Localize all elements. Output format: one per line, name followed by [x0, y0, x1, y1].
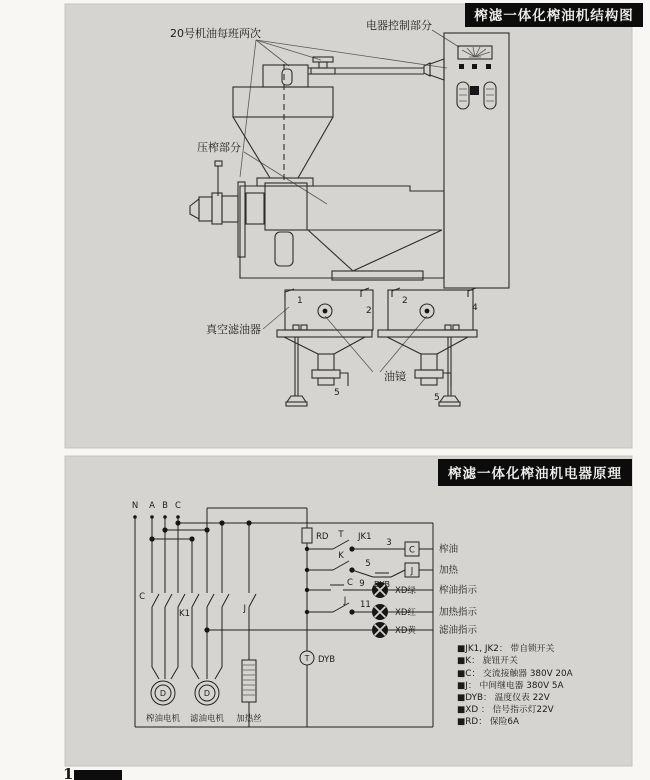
svg-text:D: D	[203, 689, 211, 698]
part-number: 5	[434, 393, 440, 403]
part-number: 4	[472, 303, 478, 313]
panel-switch-icon	[470, 86, 479, 95]
legend-item: ■J： 中间继电器 380V 5A	[457, 681, 564, 691]
row3-contact-label: C	[347, 578, 353, 588]
legend-item: ■JK1, JK2： 带自锁开关	[457, 644, 555, 654]
part-number: 2	[366, 306, 372, 316]
part-number: 5	[334, 388, 340, 398]
electric-control-label: 电器控制部分	[366, 19, 432, 32]
fuse-label: RD	[316, 532, 329, 542]
part-number: 1	[297, 296, 303, 306]
row5-label: 滤油指示	[439, 625, 478, 636]
temp-sensor-letter: T	[304, 654, 310, 663]
row5-lamp-label: XD黄	[395, 626, 416, 636]
legend-item: ■C： 交流接触器 380V 20A	[457, 669, 573, 679]
lamp-yellow-icon	[372, 622, 388, 638]
row2-meter-label: DYB	[373, 580, 391, 589]
row3-wire-no: 9	[359, 579, 365, 589]
row2-label: 加热	[439, 565, 459, 576]
part-number: 2	[402, 296, 408, 306]
legend-item: ■DYB： 温度仪表 22V	[457, 693, 550, 703]
press-section-label: 压榨部分	[197, 141, 241, 154]
page-number: 1	[63, 765, 74, 780]
filter-contactor-label: K1	[179, 609, 190, 619]
indicator-lamp-icon	[486, 64, 491, 69]
row2-switch-label: K	[338, 551, 344, 561]
row1-switch-label: T	[338, 530, 344, 540]
oil-note-label: 20号机油每班两次	[170, 27, 261, 40]
phase-label-b: B	[162, 501, 168, 511]
heater-relay-label: J	[243, 604, 246, 614]
circuit-title: 榨滤一体化榨油机电器原理	[448, 466, 622, 482]
phase-label-n: N	[131, 501, 139, 511]
legend-item: ■RD： 保险6A	[457, 717, 519, 727]
main-contactor-label: C	[139, 592, 145, 602]
filter-motor-label: 滤油电机	[189, 714, 225, 724]
footer-bar	[74, 770, 122, 780]
row4-lamp-label: XD红	[395, 608, 416, 618]
indicator-lamp-icon	[459, 64, 464, 69]
row2-wire-no: 5	[365, 559, 371, 569]
svg-text:D: D	[159, 689, 167, 698]
row1-component: JK1	[358, 532, 372, 542]
row3-lamp-label: XD绿	[395, 586, 416, 596]
vacuum-filter-label: 真空滤油器	[206, 323, 261, 336]
legend-item: ■K： 旋钮开关	[457, 656, 518, 666]
press-motor-label: 榨油电机	[145, 714, 181, 724]
oil-sight-label: 油镜	[384, 370, 406, 383]
row4-contact-label: J	[343, 596, 347, 606]
structure-title: 榨滤一体化榨油机结构图	[474, 8, 634, 24]
signal-lamps	[372, 580, 391, 638]
row2-coil-letter: J	[410, 566, 414, 577]
filter-motor-symbol	[195, 681, 219, 705]
lamp-red-icon	[372, 604, 388, 620]
row1-label: 榨油	[439, 544, 459, 555]
row3-label: 榨油指示	[439, 585, 478, 596]
heater-label: 加热丝	[236, 714, 262, 724]
row4-wire-no: 11	[360, 600, 371, 610]
press-motor-symbol	[151, 681, 175, 705]
row4-label: 加热指示	[439, 607, 478, 618]
indicator-lamp-icon	[472, 64, 477, 69]
row1-coil-letter: C	[409, 545, 415, 556]
phase-label-c: C	[175, 501, 181, 511]
row1-wire-no: 3	[386, 538, 392, 548]
phase-label-a: A	[149, 501, 155, 511]
legend-item: ■XD ： 信号指示灯22V	[457, 705, 554, 715]
temp-sensor-label: DYB	[318, 655, 336, 665]
